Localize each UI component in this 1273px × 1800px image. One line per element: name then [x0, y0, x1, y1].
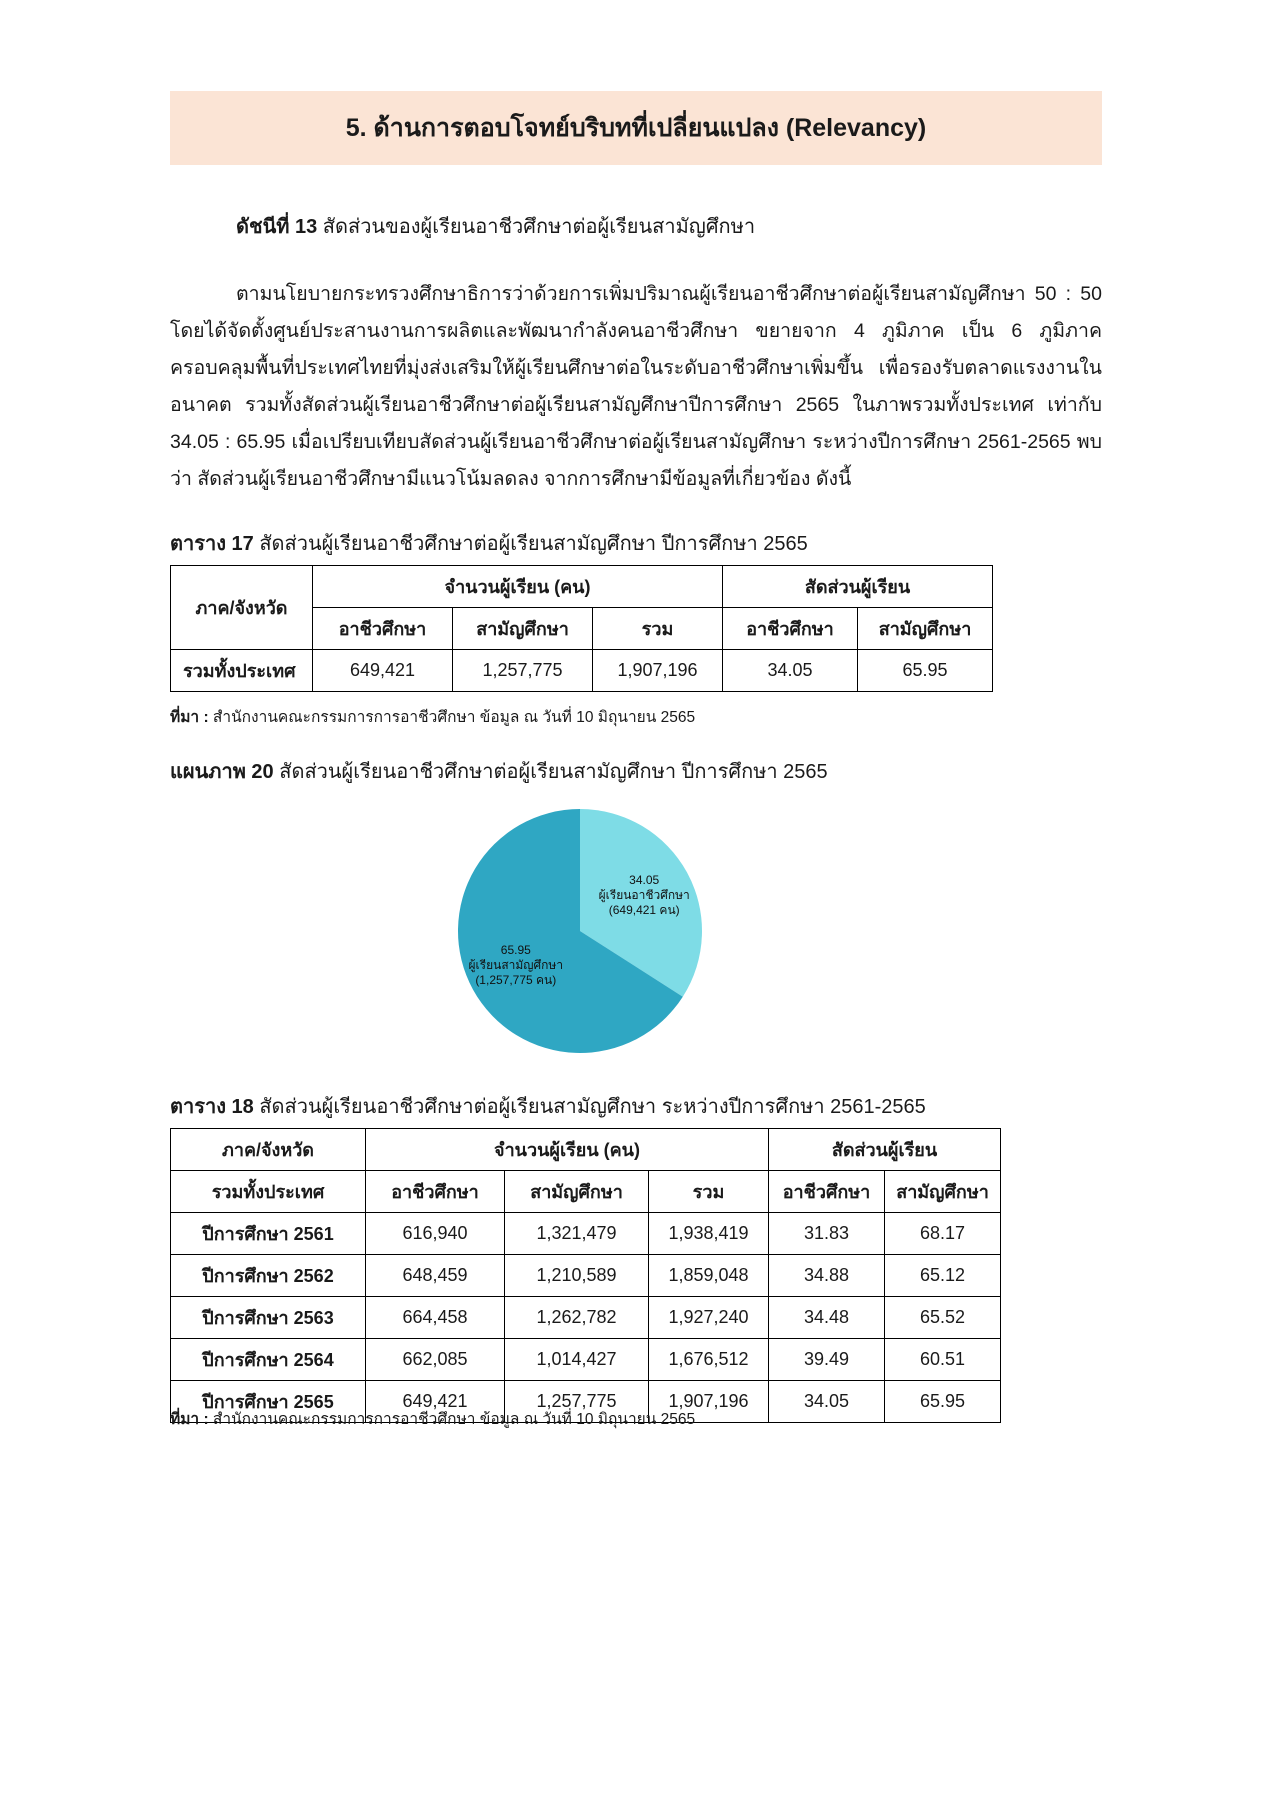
table18 [170, 1128, 1001, 1423]
table18-cell-vocational: 662,085 [366, 1339, 505, 1381]
table18-cell-year: ปีการศึกษา 2562 [171, 1255, 366, 1297]
table18-cell-voc-ratio: 34.88 [769, 1255, 885, 1297]
table18-cell-voc-ratio: 34.48 [769, 1297, 885, 1339]
table18-cell-voc-ratio: 31.83 [769, 1213, 885, 1255]
figure20-title-text: สัดส่วนผู้เรียนอาชีวศึกษาต่อผู้เรียนสามัญศึกษา ปีการศึกษา 2565 [273, 761, 828, 783]
table18-header-row-2 [171, 1171, 1001, 1213]
table17-cell-general: 1,257,775 [453, 650, 593, 692]
pie-slice-label-1: 65.95 ผู้เรียนสามัญศึกษา(1,257,775 คน) [468, 943, 564, 988]
figure20-title-label: แผนภาพ 20 [170, 761, 274, 783]
table17-source-text: สำนักงานคณะกรรมการการอาชีวศึกษา ข้อมูล ณ วันที่ 10 มิถุนายน 2565 [208, 709, 696, 726]
table18-cell-year: ปีการศึกษา 2564 [171, 1339, 366, 1381]
table18-header-region-total: รวมทั้งประเทศ [171, 1171, 366, 1213]
table18-source-text: สำนักงานคณะกรรมการการอาชีวศึกษา ข้อมูล ณ วันที่ 10 มิถุนายน 2565 [208, 1411, 696, 1428]
table18-row-2562 [171, 1255, 1001, 1297]
table17-header-ratio-general: สามัญศึกษา [858, 608, 993, 650]
table18-cell-year: ปีการศึกษา 2565 [171, 1381, 366, 1423]
table18-source-label: ที่มา : [170, 1411, 209, 1428]
pie-chart [170, 793, 1102, 1073]
table18-cell-year: ปีการศึกษา 2561 [171, 1213, 366, 1255]
table17 [170, 565, 993, 692]
table18-cell-gen-ratio: 65.12 [885, 1255, 1001, 1297]
table18-cell-vocational: 649,421 [366, 1381, 505, 1423]
table18-cell-voc-ratio: 39.49 [769, 1339, 885, 1381]
table17-header-region: ภาค/จังหวัด [171, 566, 313, 650]
table18-cell-gen-ratio: 65.52 [885, 1297, 1001, 1339]
table18-cell-voc-ratio: 34.05 [769, 1381, 885, 1423]
table18-row-2561 [171, 1213, 1001, 1255]
table18-cell-total: 1,676,512 [649, 1339, 769, 1381]
table17-header-row-1 [171, 566, 993, 608]
table18-header-region: ภาค/จังหวัด [171, 1129, 366, 1171]
pie-chart-figure [170, 793, 1102, 1073]
body-paragraph: ตามนโยบายกระทรวงศึกษาธิการว่าด้วยการเพิ่มปริมาณผู้เรียนอาชีวศึกษาต่อผู้เรียนสามัญศึกษา 50 : 50 โดยได้จัดตั้งศูนย์ประสานงานการผลิตและพัฒนากำลังคนอาชีวศึกษา ขยายจาก 4 ภูมิภาค เป็น 6 ภูมิภาค ครอบคลุมพื้นที่ประเทศไทยที่มุ่งส่งเสริมให้ผู้เรียนศึกษาต่อในระดับอาชีวศึกษาเพิ่มขึ้น เพื่อรองรับตลาดแรงงานในอนาคต รวมทั้งสัดส่วนผู้เรียนอาชีวศึกษาต่อผู้เรียนสามัญศึกษาปีการศึกษา 2565 ในภาพรวมทั้งประเทศ เท่ากับ 34.05 : 65.95 เมื่อเปรียบเทียบสัดส่วนผู้เรียนอาชีวศึกษาต่อผู้เรียนสามัญศึกษา ระหว่างปีการศึกษา 2561-2565 พบว่า สัดส่วนผู้เรียนอาชีวศึกษามีแนวโน้มลดลง จากการศึกษามีข้อมูลที่เกี่ยวข้อง ดังนี้ [170, 283, 1102, 490]
table18-row-2563 [171, 1297, 1001, 1339]
table17-header-ratio-group: สัดส่วนผู้เรียน [723, 566, 993, 608]
table18-cell-general: 1,014,427 [505, 1339, 649, 1381]
table18-cell-vocational: 648,459 [366, 1255, 505, 1297]
table17-header-ratio-vocational: อาชีวศึกษา [723, 608, 858, 650]
table18-cell-vocational: 664,458 [366, 1297, 505, 1339]
pie-slice-label-0: 34.05 ผู้เรียนอาชีวศึกษา(649,421 คน) [598, 872, 690, 917]
index-heading-text: สัดส่วนของผู้เรียนอาชีวศึกษาต่อผู้เรียนสามัญศึกษา [317, 216, 756, 238]
table18-row-2564 [171, 1339, 1001, 1381]
index-heading [236, 210, 755, 242]
index-heading-label: ดัชนีที่ 13 [236, 216, 318, 238]
table17-cell-vocational: 649,421 [313, 650, 453, 692]
table18-cell-vocational: 616,940 [366, 1213, 505, 1255]
table17-cell-region: รวมทั้งประเทศ [171, 650, 313, 692]
table18-cell-year: ปีการศึกษา 2563 [171, 1297, 366, 1339]
table18-cell-total: 1,907,196 [649, 1381, 769, 1423]
table18-cell-gen-ratio: 60.51 [885, 1339, 1001, 1381]
table17-title-text: สัดส่วนผู้เรียนอาชีวศึกษาต่อผู้เรียนสามัญศึกษา ปีการศึกษา 2565 [253, 533, 808, 555]
table18-header-ratio-general: สามัญศึกษา [885, 1171, 1001, 1213]
table17-cell-total: 1,907,196 [593, 650, 723, 692]
table18-header-count-group: จำนวนผู้เรียน (คน) [366, 1129, 769, 1171]
table18-cell-total: 1,927,240 [649, 1297, 769, 1339]
table18-source [170, 1406, 695, 1431]
table18-header-vocational: อาชีวศึกษา [366, 1171, 505, 1213]
table18-title [170, 1090, 926, 1122]
table17-title-label: ตาราง 17 [170, 533, 254, 555]
table18-cell-general: 1,210,589 [505, 1255, 649, 1297]
table17-header-total: รวม [593, 608, 723, 650]
table18-header-total: รวม [649, 1171, 769, 1213]
table17-header-count-group: จำนวนผู้เรียน (คน) [313, 566, 723, 608]
table18-header-ratio-vocational: อาชีวศึกษา [769, 1171, 885, 1213]
table18-header-general: สามัญศึกษา [505, 1171, 649, 1213]
table18-cell-total: 1,859,048 [649, 1255, 769, 1297]
section-banner-title: 5. ด้านการตอบโจทย์บริบทที่เปลี่ยนแปลง (Relevancy) [345, 114, 927, 142]
table17-row-total [171, 650, 993, 692]
table17-source [170, 704, 695, 729]
table17-header-general: สามัญศึกษา [453, 608, 593, 650]
section-banner [170, 91, 1102, 165]
table18-header-ratio-group: สัดส่วนผู้เรียน [769, 1129, 1001, 1171]
table18-cell-total: 1,938,419 [649, 1213, 769, 1255]
table17-cell-voc-ratio: 34.05 [723, 650, 858, 692]
table18-header-row-1 [171, 1129, 1001, 1171]
table18-cell-gen-ratio: 68.17 [885, 1213, 1001, 1255]
table18-cell-general: 1,321,479 [505, 1213, 649, 1255]
figure20-title [170, 755, 828, 787]
table18-cell-general: 1,262,782 [505, 1297, 649, 1339]
table18-cell-general: 1,257,775 [505, 1381, 649, 1423]
table18-title-label: ตาราง 18 [170, 1096, 254, 1118]
table17-header-vocational: อาชีวศึกษา [313, 608, 453, 650]
table17-cell-gen-ratio: 65.95 [858, 650, 993, 692]
table17-title [170, 527, 808, 559]
table18-title-text: สัดส่วนผู้เรียนอาชีวศึกษาต่อผู้เรียนสามัญศึกษา ระหว่างปีการศึกษา 2561-2565 [253, 1096, 926, 1118]
table18-cell-gen-ratio: 65.95 [885, 1381, 1001, 1423]
table17-source-label: ที่มา : [170, 709, 209, 726]
